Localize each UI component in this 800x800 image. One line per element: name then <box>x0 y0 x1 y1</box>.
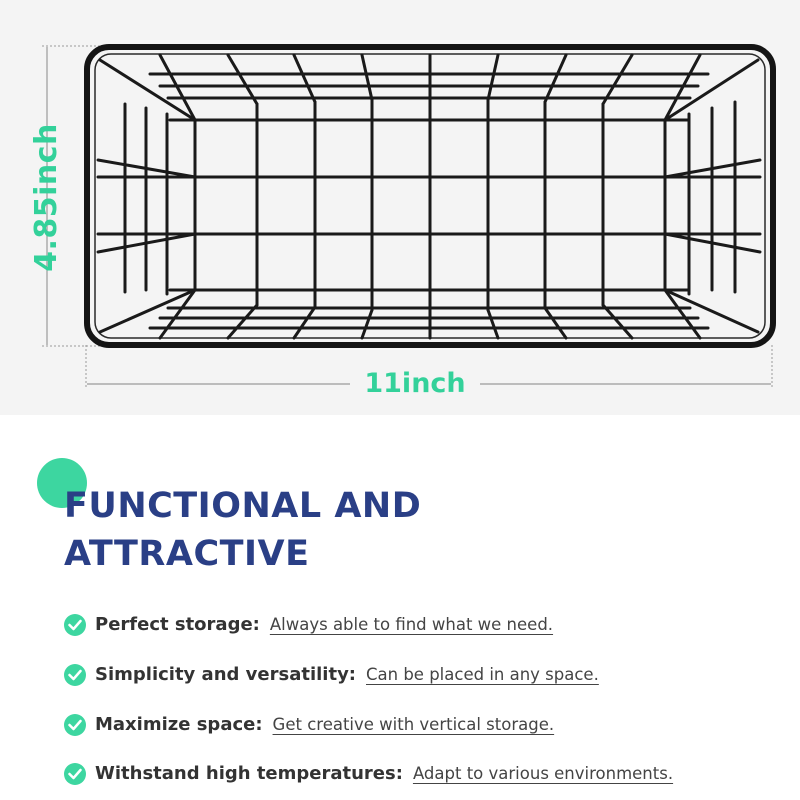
feature-list <box>64 600 784 798</box>
feature-item <box>64 600 784 649</box>
headline <box>64 482 764 578</box>
check-circle-icon <box>64 664 86 686</box>
feature-item <box>64 649 784 700</box>
width-dimension-label: 11inch <box>350 364 480 404</box>
feature-description: Can be placed in any space. <box>366 665 599 684</box>
check-circle-icon <box>64 714 86 736</box>
feature-description: Get creative with vertical storage. <box>272 715 555 734</box>
feature-item <box>64 749 784 798</box>
feature-description: Adapt to various environments. <box>412 764 674 783</box>
check-circle-icon <box>64 763 86 785</box>
feature-title: Perfect storage: <box>95 614 260 635</box>
feature-title: Simplicity and versatility: <box>95 664 356 685</box>
feature-description: Always able to find what we need. <box>269 615 554 634</box>
check-circle-icon <box>64 614 86 636</box>
height-dimension-label: 4.85inch <box>28 122 64 272</box>
headline-line-1: FUNCTIONAL AND <box>64 486 422 526</box>
feature-item <box>64 700 784 749</box>
feature-title: Maximize space: <box>95 714 263 735</box>
headline-line-2: ATTRACTIVE <box>64 534 310 574</box>
feature-title: Withstand high temperatures: <box>95 763 403 784</box>
